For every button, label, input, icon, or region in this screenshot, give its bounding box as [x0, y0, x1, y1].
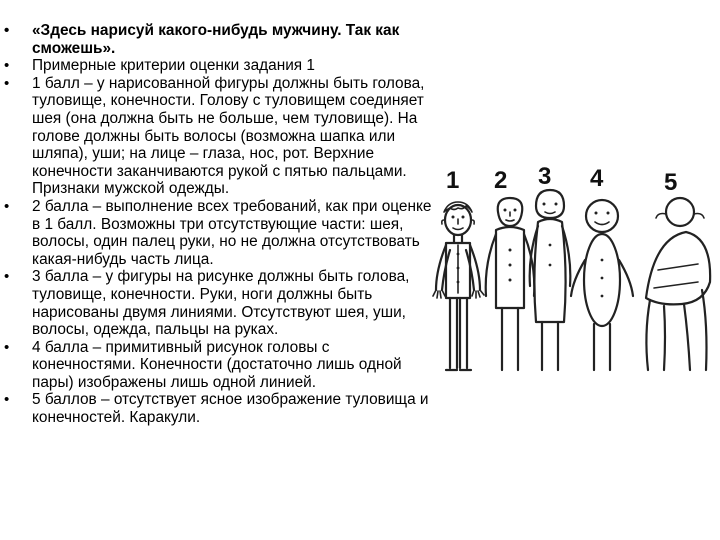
figure-label-2: 2	[494, 167, 508, 194]
criteria-list	[2, 22, 432, 427]
list-item-score-1: • 1 балл – у нарисованной фигуры должны быть голова, туловище, конечности. Голову с туловищем соединяет шея (она должна быть не больше, чем туловище). На голове должны быть волосы (возможна шапка или шляпа), уши; на лице – глаза, нос, рот. Верхние конечности заканчиваются рукой с пятью пальцами. Признаки мужской одежды.	[2, 75, 432, 198]
figure-label-1: 1	[446, 167, 460, 194]
list-item-instruction: • «Здесь нарисуй какого-нибудь мужчину. Так как сможешь».	[2, 22, 432, 57]
drawing-man-1	[433, 202, 484, 370]
figure-label-4: 4	[590, 165, 604, 192]
drawing-man-5	[646, 198, 710, 370]
drawing-man-4	[571, 200, 633, 370]
figure-label-3: 3	[538, 163, 552, 190]
list-item-criteria-title: • Примерные критерии оценки задания 1	[2, 57, 432, 75]
drawing-man-3	[530, 190, 571, 370]
list-item-score-2: • 2 балла – выполнение всех требований, как при оценке в 1 балл. Возможны три отсутствующие части: шея, волосы, один палец руки, но не должна отсутствовать какая-нибудь часть лица.	[2, 198, 432, 268]
list-item-score-5: • 5 баллов – отсутствует ясное изображение туловища и конечностей. Каракули.	[2, 391, 432, 426]
list-item-score-4: • 4 балла – примитивный рисунок головы с конечностями. Конечности (достаточно лишь одной пары) изображены лишь одной линией.	[2, 339, 432, 392]
figure-label-5: 5	[664, 169, 678, 196]
drawing-man-2	[486, 198, 535, 370]
list-item-score-3: • 3 балла – у фигуры на рисунке должны быть голова, туловище, конечности. Руки, ноги должны быть нарисованы двумя линиями. Отсутствуют шея, уши, волосы, одежда, пальцы на руках.	[2, 268, 432, 338]
drawings-illustration	[432, 150, 717, 390]
